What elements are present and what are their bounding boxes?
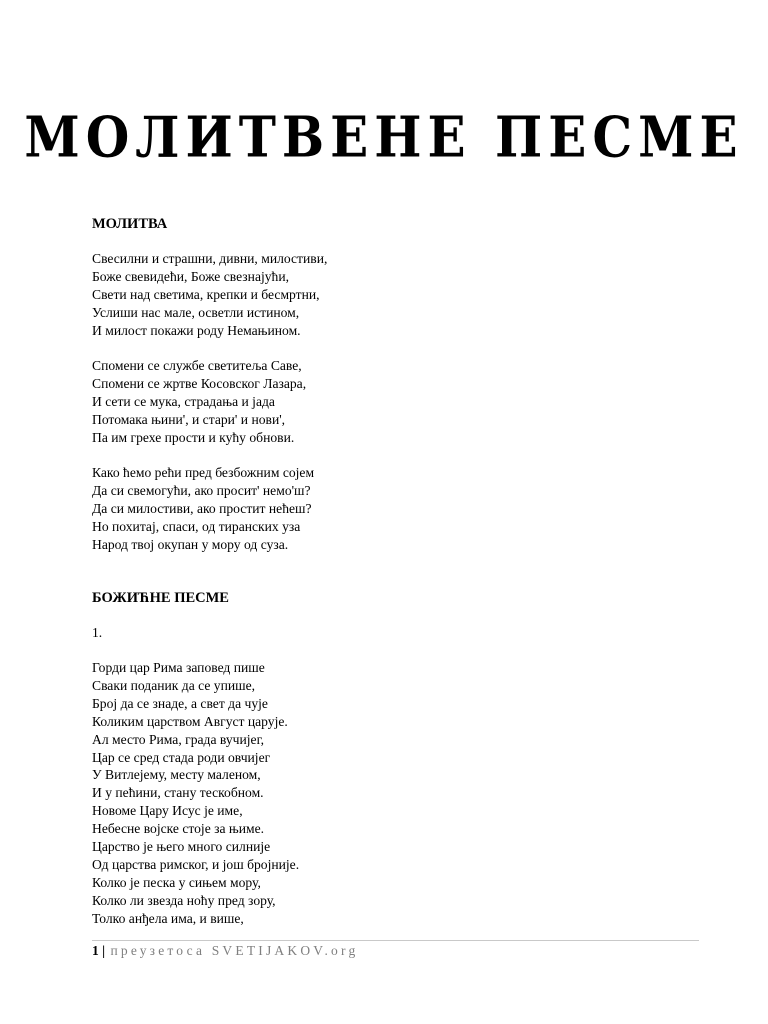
section-heading: МОЛИТВА xyxy=(92,216,168,232)
footer-separator: | xyxy=(102,943,106,958)
stanza xyxy=(92,464,692,554)
verse-line: И сети се мука, страдања и јада xyxy=(92,393,275,409)
verse-line: Од царства римског, и још бројније. xyxy=(92,856,300,872)
verse-line: Царство је њего много силније xyxy=(92,839,271,855)
verse-line: Како ћемо рећи пред безбожним сојем xyxy=(92,465,315,481)
heading-spacer xyxy=(92,608,692,624)
section-spacer xyxy=(92,554,692,588)
page-footer xyxy=(92,943,358,959)
verse-line: 1. xyxy=(92,624,103,640)
verse-line: Спомени се жртве Косовског Лазара, xyxy=(92,375,307,391)
verse-line: И у пећини, стану тескобном. xyxy=(92,785,264,801)
stanza-spacer xyxy=(92,642,692,660)
verse-line: И милост покажи роду Немањином. xyxy=(92,322,301,338)
verse-line: Колко ли звезда ноћу пред зору, xyxy=(92,892,276,908)
verse-line: Народ твој окупан у мору од суза. xyxy=(92,536,289,552)
verse-line: Ал место Рима, града вучијег, xyxy=(92,731,265,747)
verse-line: Спомени се службе светитеља Саве, xyxy=(92,358,302,374)
verse-line: Па им грехе прости и кућу обнови. xyxy=(92,429,295,445)
heading-spacer xyxy=(92,234,692,250)
verse-line: Горди цар Рима заповед пише xyxy=(92,660,265,675)
verse-line: Број да се знаде, а свет да чује xyxy=(92,695,268,711)
verse-line: Да си свемогући, ако просит' немо'ш? xyxy=(92,482,311,498)
verse-line: Цар се сред стада роди овчијег xyxy=(92,749,271,765)
section-heading: БОЖИЋНЕ ПЕСМЕ xyxy=(92,589,229,606)
stanza-spacer xyxy=(92,447,692,465)
verse-line: Да си милостиви, ако простит нећеш? xyxy=(92,500,312,516)
verse-line: Боже свевидећи, Боже свезнајући, xyxy=(92,268,290,284)
verse-line: Услиши нас мале, осветли истином, xyxy=(92,304,300,320)
verse-line: Потомака њини', и стари' и нови', xyxy=(92,411,286,427)
document-body xyxy=(92,214,692,928)
verse-line: Сваки поданик да се упише, xyxy=(92,677,256,693)
footer-divider xyxy=(92,940,699,941)
verse-line: Свесилни и страшни, дивни, милостиви, xyxy=(92,251,328,266)
verse-line: Но похитај, спаси, од тиранских уза xyxy=(92,518,301,534)
stanza xyxy=(92,624,692,642)
verse-line: Колко је песка у сињем мору, xyxy=(92,874,261,890)
verse-line: Толко анђела има, и више, xyxy=(92,910,244,926)
stanza-spacer xyxy=(92,340,692,358)
verse-line: Небесне војске стоје за њиме. xyxy=(92,821,265,837)
verse-line: Коликим царством Август царује. xyxy=(92,713,288,729)
footer-source-text: преузетоса SVETIJAKOV.org xyxy=(110,943,359,958)
stanza xyxy=(92,250,692,340)
verse-line: Новоме Цару Исус је име, xyxy=(92,803,243,819)
page-title: МОЛИТВЕНЕ ПЕСМЕ xyxy=(24,104,744,171)
stanza xyxy=(92,659,692,928)
verse-line: У Витлејему, месту маленом, xyxy=(92,767,261,783)
stanza xyxy=(92,357,692,447)
page-number: 1 xyxy=(92,943,99,958)
verse-line: Свети над светима, крепки и бесмртни, xyxy=(92,286,320,302)
